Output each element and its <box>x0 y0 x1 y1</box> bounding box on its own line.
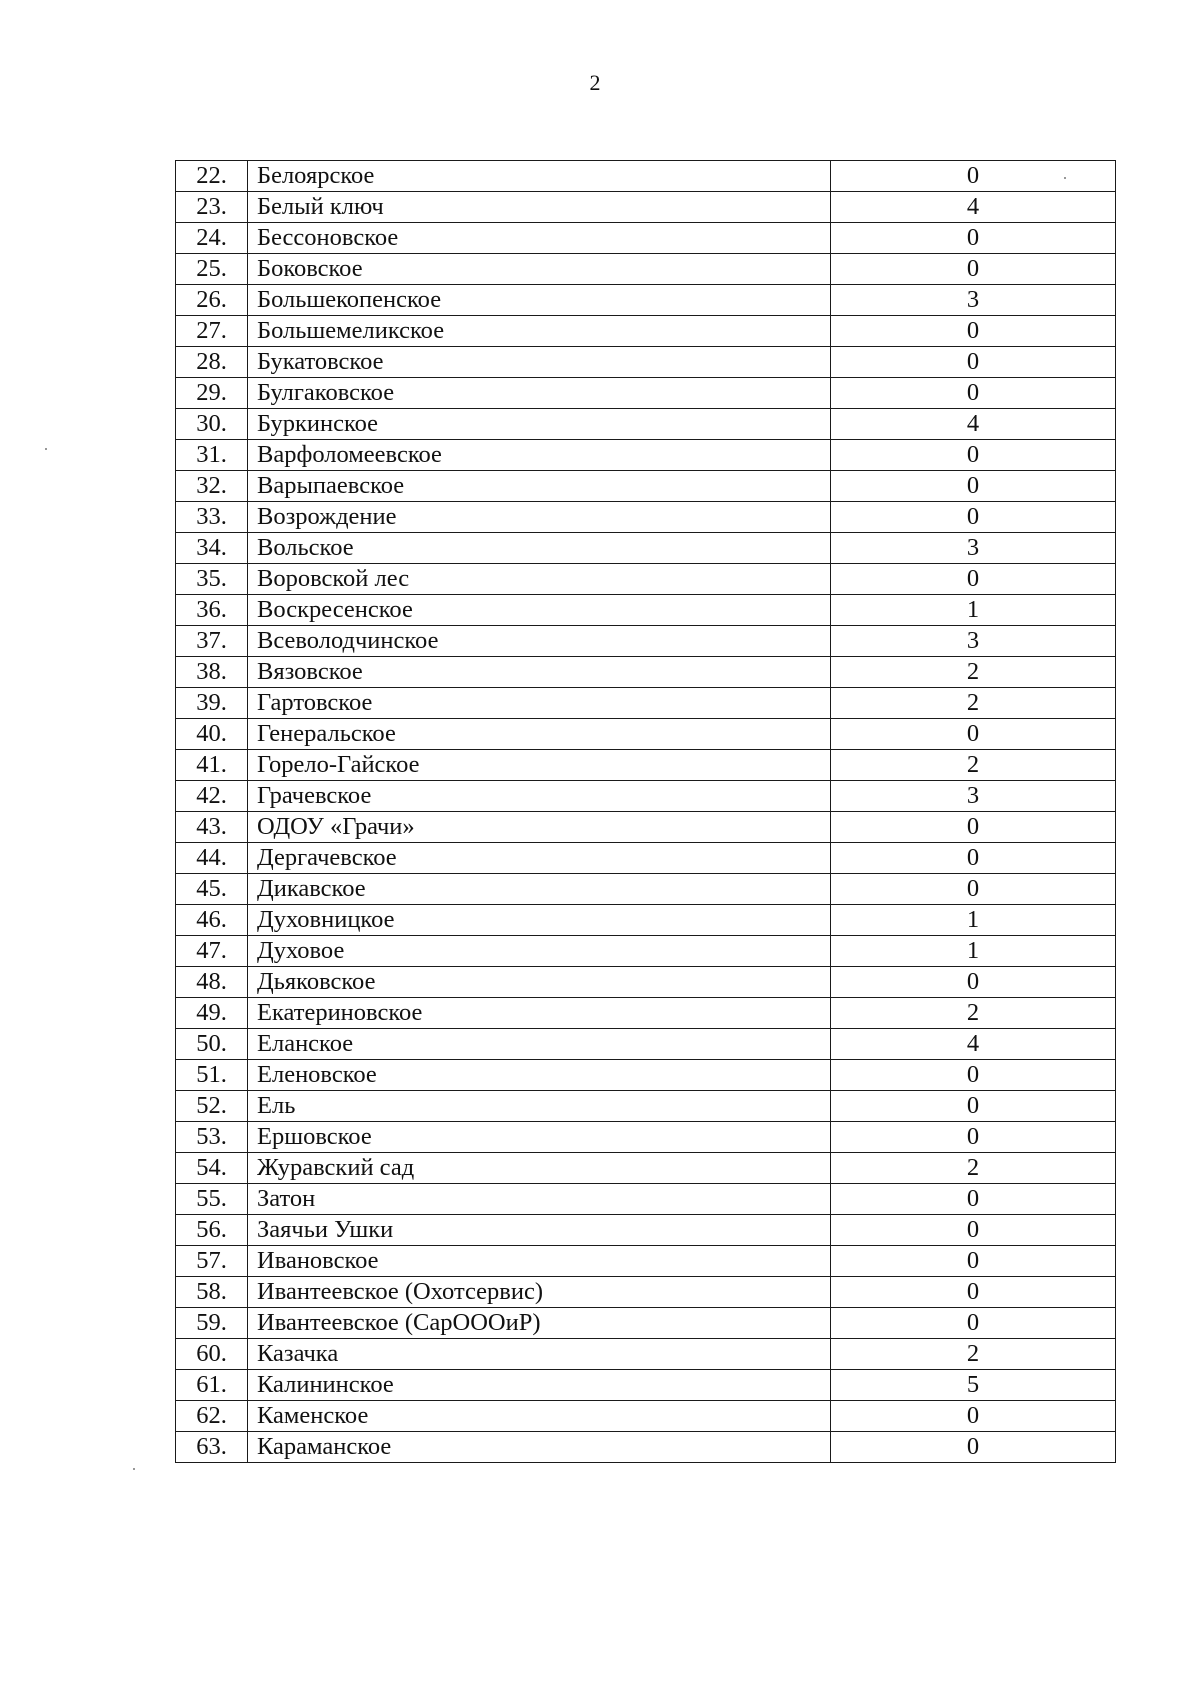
hunting-ground-name-cell: ОДОУ «Грачи» <box>248 812 831 843</box>
count-value-cell: 0 <box>831 812 1116 843</box>
table-row <box>176 998 1116 1029</box>
hunting-ground-name-cell: Боковское <box>248 254 831 285</box>
row-number-cell: 50. <box>176 1029 248 1060</box>
row-number-cell: 36. <box>176 595 248 626</box>
row-number-cell: 27. <box>176 316 248 347</box>
table-row <box>176 502 1116 533</box>
row-number-cell: 44. <box>176 843 248 874</box>
count-value-cell: 0 <box>831 316 1116 347</box>
count-value-cell: 1 <box>831 905 1116 936</box>
table-row <box>176 1308 1116 1339</box>
row-number-cell: 23. <box>176 192 248 223</box>
table-row <box>176 1060 1116 1091</box>
count-value-cell: 0 <box>831 161 1116 192</box>
count-value-cell: 0 <box>831 471 1116 502</box>
row-number-cell: 62. <box>176 1401 248 1432</box>
hunting-ground-name-cell: Белый ключ <box>248 192 831 223</box>
hunting-ground-name-cell: Варыпаевское <box>248 471 831 502</box>
table-row <box>176 967 1116 998</box>
row-number-cell: 31. <box>176 440 248 471</box>
row-number-cell: 52. <box>176 1091 248 1122</box>
scan-speck <box>133 1468 135 1470</box>
table-body <box>176 161 1116 1463</box>
hunting-ground-name-cell: Буркинское <box>248 409 831 440</box>
row-number-cell: 37. <box>176 626 248 657</box>
table-row <box>176 843 1116 874</box>
table-row <box>176 254 1116 285</box>
row-number-cell: 58. <box>176 1277 248 1308</box>
count-value-cell: 5 <box>831 1370 1116 1401</box>
table-row <box>176 409 1116 440</box>
hunting-ground-name-cell: Грачевское <box>248 781 831 812</box>
table-row <box>176 440 1116 471</box>
hunting-ground-name-cell: Калининское <box>248 1370 831 1401</box>
row-number-cell: 59. <box>176 1308 248 1339</box>
count-value-cell: 3 <box>831 781 1116 812</box>
table-row <box>176 223 1116 254</box>
table-row <box>176 657 1116 688</box>
count-value-cell: 1 <box>831 936 1116 967</box>
hunting-ground-name-cell: Еленовское <box>248 1060 831 1091</box>
row-number-cell: 24. <box>176 223 248 254</box>
table-row <box>176 1184 1116 1215</box>
table-row <box>176 192 1116 223</box>
count-value-cell: 2 <box>831 1153 1116 1184</box>
table-row <box>176 874 1116 905</box>
hunting-ground-name-cell: Горело-Гайское <box>248 750 831 781</box>
count-value-cell: 0 <box>831 502 1116 533</box>
count-value-cell: 3 <box>831 533 1116 564</box>
table-row <box>176 812 1116 843</box>
hunting-ground-name-cell: Бессоновское <box>248 223 831 254</box>
table-row <box>176 471 1116 502</box>
row-number-cell: 51. <box>176 1060 248 1091</box>
hunting-grounds-table <box>175 160 1116 1463</box>
count-value-cell: 0 <box>831 223 1116 254</box>
row-number-cell: 32. <box>176 471 248 502</box>
row-number-cell: 63. <box>176 1432 248 1463</box>
hunting-ground-name-cell: Воровской лес <box>248 564 831 595</box>
hunting-ground-name-cell: Ивантеевское (Охотсервис) <box>248 1277 831 1308</box>
page-number: 2 <box>589 70 601 95</box>
count-value-cell: 0 <box>831 1277 1116 1308</box>
table-row <box>176 533 1116 564</box>
row-number-cell: 54. <box>176 1153 248 1184</box>
count-value-cell: 0 <box>831 1308 1116 1339</box>
count-value-cell: 4 <box>831 192 1116 223</box>
row-number-cell: 42. <box>176 781 248 812</box>
count-value-cell: 0 <box>831 378 1116 409</box>
table-row <box>176 905 1116 936</box>
hunting-ground-name-cell: Белоярское <box>248 161 831 192</box>
count-value-cell: 0 <box>831 843 1116 874</box>
count-value-cell: 0 <box>831 719 1116 750</box>
table-row <box>176 1432 1116 1463</box>
table-row <box>176 1277 1116 1308</box>
hunting-ground-name-cell: Заячьи Ушки <box>248 1215 831 1246</box>
row-number-cell: 41. <box>176 750 248 781</box>
hunting-ground-name-cell: Воскресенское <box>248 595 831 626</box>
count-value-cell: 4 <box>831 1029 1116 1060</box>
hunting-ground-name-cell: Ивантеевское (СарОООиР) <box>248 1308 831 1339</box>
hunting-ground-name-cell: Всеволодчинское <box>248 626 831 657</box>
count-value-cell: 2 <box>831 1339 1116 1370</box>
count-value-cell: 2 <box>831 750 1116 781</box>
hunting-ground-name-cell: Букатовское <box>248 347 831 378</box>
row-number-cell: 43. <box>176 812 248 843</box>
count-value-cell: 2 <box>831 688 1116 719</box>
table-row <box>176 1215 1116 1246</box>
row-number-cell: 60. <box>176 1339 248 1370</box>
table-row <box>176 719 1116 750</box>
count-value-cell: 0 <box>831 1060 1116 1091</box>
hunting-ground-name-cell: Казачка <box>248 1339 831 1370</box>
table-row <box>176 781 1116 812</box>
hunting-ground-name-cell: Вольское <box>248 533 831 564</box>
row-number-cell: 57. <box>176 1246 248 1277</box>
row-number-cell: 28. <box>176 347 248 378</box>
table-row <box>176 1091 1116 1122</box>
table-row <box>176 1339 1116 1370</box>
row-number-cell: 29. <box>176 378 248 409</box>
row-number-cell: 40. <box>176 719 248 750</box>
table-row <box>176 1246 1116 1277</box>
hunting-ground-name-cell: Ель <box>248 1091 831 1122</box>
row-number-cell: 61. <box>176 1370 248 1401</box>
row-number-cell: 53. <box>176 1122 248 1153</box>
count-value-cell: 2 <box>831 657 1116 688</box>
row-number-cell: 25. <box>176 254 248 285</box>
table-row <box>176 750 1116 781</box>
hunting-ground-name-cell: Духовое <box>248 936 831 967</box>
hunting-ground-name-cell: Ивановское <box>248 1246 831 1277</box>
table-row <box>176 1122 1116 1153</box>
hunting-ground-name-cell: Дьяковское <box>248 967 831 998</box>
row-number-cell: 49. <box>176 998 248 1029</box>
count-value-cell: 4 <box>831 409 1116 440</box>
row-number-cell: 47. <box>176 936 248 967</box>
table-row <box>176 161 1116 192</box>
row-number-cell: 26. <box>176 285 248 316</box>
count-value-cell: 0 <box>831 1246 1116 1277</box>
table-row <box>176 564 1116 595</box>
table-row <box>176 936 1116 967</box>
table-row <box>176 595 1116 626</box>
table-row <box>176 316 1116 347</box>
hunting-ground-name-cell: Духовницкое <box>248 905 831 936</box>
hunting-ground-name-cell: Еланское <box>248 1029 831 1060</box>
hunting-ground-name-cell: Дергачевское <box>248 843 831 874</box>
hunting-ground-name-cell: Караманское <box>248 1432 831 1463</box>
table-row <box>176 347 1116 378</box>
hunting-ground-name-cell: Большемеликское <box>248 316 831 347</box>
row-number-cell: 35. <box>176 564 248 595</box>
count-value-cell: 0 <box>831 1122 1116 1153</box>
row-number-cell: 22. <box>176 161 248 192</box>
hunting-ground-name-cell: Каменское <box>248 1401 831 1432</box>
hunting-ground-name-cell: Журавский сад <box>248 1153 831 1184</box>
hunting-ground-name-cell: Вязовское <box>248 657 831 688</box>
table-row <box>176 1370 1116 1401</box>
table-row <box>176 1401 1116 1432</box>
row-number-cell: 45. <box>176 874 248 905</box>
hunting-ground-name-cell: Большекопенское <box>248 285 831 316</box>
row-number-cell: 46. <box>176 905 248 936</box>
hunting-ground-name-cell: Булгаковское <box>248 378 831 409</box>
count-value-cell: 0 <box>831 1091 1116 1122</box>
row-number-cell: 38. <box>176 657 248 688</box>
row-number-cell: 34. <box>176 533 248 564</box>
row-number-cell: 30. <box>176 409 248 440</box>
count-value-cell: 0 <box>831 874 1116 905</box>
table-row <box>176 285 1116 316</box>
hunting-ground-name-cell: Затон <box>248 1184 831 1215</box>
table-row <box>176 1153 1116 1184</box>
row-number-cell: 48. <box>176 967 248 998</box>
count-value-cell: 0 <box>831 1401 1116 1432</box>
scan-speck <box>1064 177 1066 179</box>
count-value-cell: 0 <box>831 564 1116 595</box>
row-number-cell: 39. <box>176 688 248 719</box>
count-value-cell: 3 <box>831 626 1116 657</box>
count-value-cell: 3 <box>831 285 1116 316</box>
table-row <box>176 1029 1116 1060</box>
count-value-cell: 0 <box>831 254 1116 285</box>
hunting-ground-name-cell: Гартовское <box>248 688 831 719</box>
count-value-cell: 2 <box>831 998 1116 1029</box>
hunting-ground-name-cell: Дикавское <box>248 874 831 905</box>
row-number-cell: 33. <box>176 502 248 533</box>
count-value-cell: 1 <box>831 595 1116 626</box>
hunting-ground-name-cell: Ершовское <box>248 1122 831 1153</box>
table-row <box>176 378 1116 409</box>
count-value-cell: 0 <box>831 967 1116 998</box>
hunting-ground-name-cell: Екатериновское <box>248 998 831 1029</box>
row-number-cell: 55. <box>176 1184 248 1215</box>
row-number-cell: 56. <box>176 1215 248 1246</box>
count-value-cell: 0 <box>831 440 1116 471</box>
count-value-cell: 0 <box>831 1432 1116 1463</box>
count-value-cell: 0 <box>831 1215 1116 1246</box>
scan-speck <box>45 448 47 450</box>
count-value-cell: 0 <box>831 347 1116 378</box>
count-value-cell: 0 <box>831 1184 1116 1215</box>
hunting-ground-name-cell: Возрождение <box>248 502 831 533</box>
table-row <box>176 688 1116 719</box>
hunting-ground-name-cell: Варфоломеевское <box>248 440 831 471</box>
hunting-ground-name-cell: Генеральское <box>248 719 831 750</box>
table-row <box>176 626 1116 657</box>
